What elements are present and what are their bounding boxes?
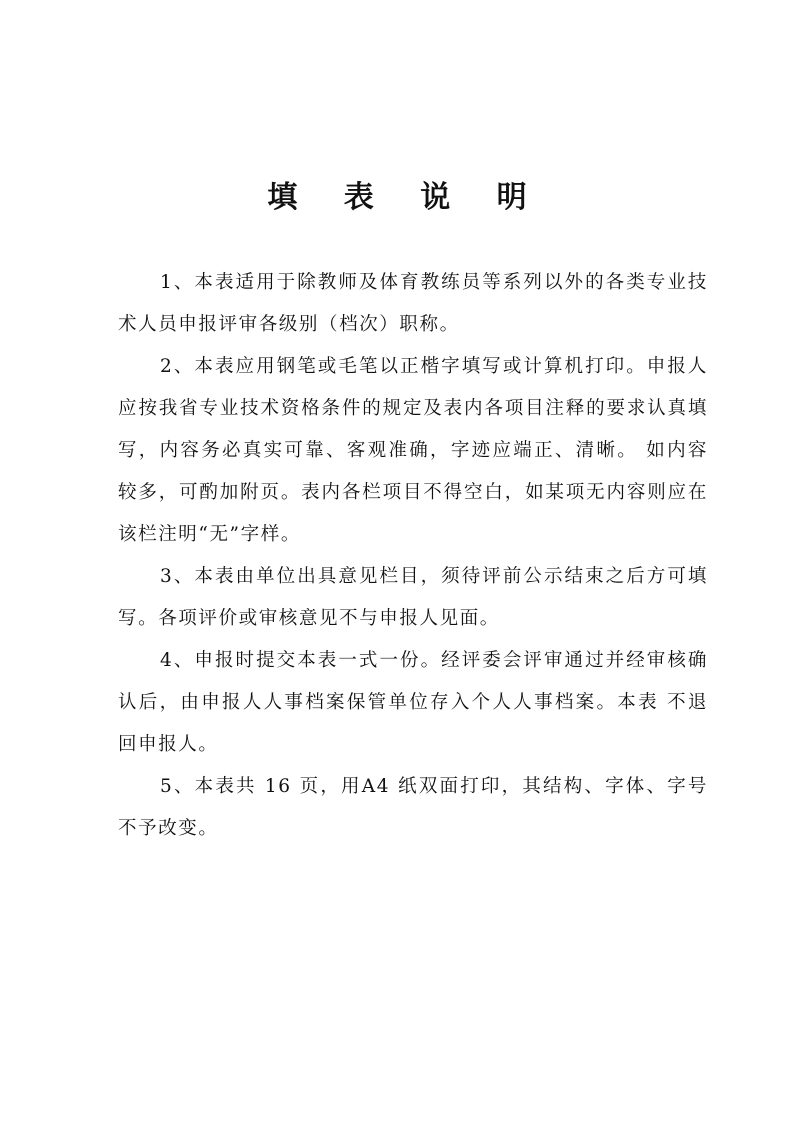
instruction-paragraph-4: 4、申报时提交本表一式一份。经评委会评审通过并经审核确认后，由申报人人事档案保管单位存入个人人事档案。本表 不退回申报人。	[118, 650, 708, 755]
instructions-body	[118, 262, 708, 850]
instruction-paragraph-1: 1、本表适用于除教师及体育教练员等系列以外的各类专业技术人员申报评审各级别（档次）职称。	[118, 272, 708, 335]
instruction-paragraph-3: 3、本表由单位出具意见栏目，须待评前公示结束之后方可填写。各项评价或审核意见不与申报人见面。	[118, 566, 708, 629]
instruction-paragraph-5: 5、本表共 16 页，用A4 纸双面打印，其结构、字体、字号不予改变。	[118, 776, 708, 839]
instruction-paragraph-2: 2、本表应用钢笔或毛笔以正楷字填写或计算机打印。申报人应按我省专业技术资格条件的规定及表内各项目注释的要求认真填写，内容务必真实可靠、客观准确，字迹应端正、清晰。 如内容较多，可酌加附页。表内各栏项目不得空白，如某项无内容则应在该栏注明“无”字样。	[118, 356, 708, 545]
page-title: 填 表 说 明	[267, 180, 545, 215]
